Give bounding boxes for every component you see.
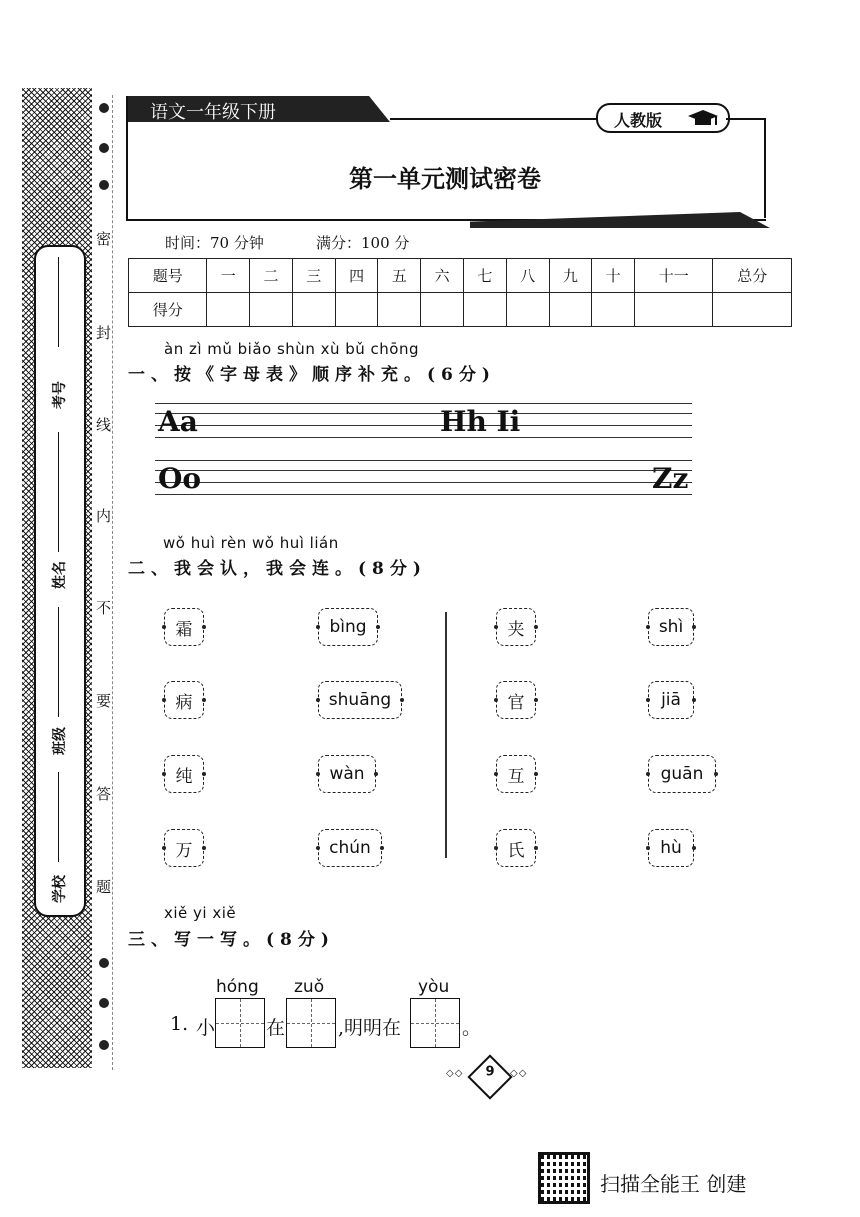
table-cell: 题号 — [129, 259, 207, 293]
table-cell: 三 — [292, 259, 335, 293]
seal-char: 线 — [96, 416, 112, 434]
table-cell: 总分 — [713, 259, 792, 293]
writing-line — [155, 460, 692, 461]
binding-hole — [99, 143, 109, 153]
score-cell[interactable] — [292, 293, 335, 327]
char-card[interactable]: 互 — [496, 755, 536, 793]
answer-pinyin: yòu — [418, 977, 450, 997]
table-cell: 得分 — [129, 293, 207, 327]
table-row — [129, 259, 792, 293]
sentence-text: 在 — [266, 1017, 286, 1039]
edition-label: 人教版 — [614, 111, 663, 130]
score-cell[interactable] — [713, 293, 792, 327]
school-label: 学校 — [52, 875, 68, 903]
binding-hole — [99, 998, 109, 1008]
table-cell: 四 — [335, 259, 378, 293]
table-cell: 五 — [378, 259, 421, 293]
section2-title: 二、我会认，我会连。(8分) — [128, 559, 427, 579]
char-card[interactable]: 纯 — [164, 755, 204, 793]
seal-char: 密 — [96, 230, 112, 248]
writing-line — [155, 494, 692, 495]
sentence-text: 小 — [196, 1017, 216, 1039]
seal-char: 题 — [96, 878, 112, 896]
score-cell[interactable] — [463, 293, 506, 327]
page-ornament: ◇◇ — [510, 1068, 528, 1079]
score-cell[interactable] — [421, 293, 464, 327]
page-number: 9 — [485, 1064, 495, 1080]
question-number: 1. — [170, 1013, 189, 1035]
char-card[interactable]: 万 — [164, 829, 204, 867]
pinyin-card[interactable]: shì — [648, 608, 694, 646]
writing-grid-box[interactable] — [286, 998, 336, 1048]
pinyin-card[interactable]: shuāng — [318, 681, 402, 719]
time-limit: 时间：70 分钟 — [165, 234, 264, 252]
table-cell: 九 — [549, 259, 592, 293]
pinyin-card[interactable]: jiā — [648, 681, 694, 719]
pinyin-card[interactable]: guān — [648, 755, 716, 793]
score-cell[interactable] — [378, 293, 421, 327]
divider — [58, 607, 59, 717]
graduation-cap-icon — [686, 108, 720, 128]
seal-char: 答 — [96, 785, 112, 803]
writing-line — [155, 425, 692, 426]
divider — [58, 257, 59, 347]
section1-title: 一、按《字母表》顺序补充。(6分) — [128, 365, 496, 385]
score-table — [128, 258, 792, 327]
answer-pinyin: hóng — [216, 977, 259, 997]
divider — [58, 432, 59, 552]
section3-pinyin: xiě yi xiě — [164, 904, 237, 922]
score-cell[interactable] — [207, 293, 250, 327]
section2-pinyin: wǒ huì rèn wǒ huì lián — [163, 534, 339, 552]
seal-char: 封 — [96, 324, 112, 342]
table-cell: 一 — [207, 259, 250, 293]
seal-char: 不 — [96, 599, 112, 617]
score-cell[interactable] — [506, 293, 549, 327]
writing-line — [155, 413, 692, 414]
column-divider — [445, 612, 447, 858]
section1-pinyin: àn zì mǔ biǎo shùn xù bǔ chōng — [164, 340, 419, 358]
page-ornament: ◇◇ — [446, 1068, 464, 1079]
exam-number-label: 考号 — [52, 381, 68, 409]
page-title: 第一单元测试密卷 — [349, 164, 541, 193]
header-frame — [390, 118, 598, 120]
char-card[interactable]: 氏 — [496, 829, 536, 867]
header-frame — [726, 118, 766, 120]
letter-aa: Aa — [158, 405, 198, 438]
seal-char: 内 — [96, 507, 112, 525]
table-row — [129, 293, 792, 327]
binding-hole — [99, 958, 109, 968]
name-label: 姓名 — [52, 561, 68, 589]
writing-grid-box[interactable] — [215, 998, 265, 1048]
letter-oo: Oo — [158, 462, 202, 495]
seal-char: 要 — [96, 692, 112, 710]
qr-code-icon — [538, 1152, 590, 1204]
char-card[interactable]: 病 — [164, 681, 204, 719]
sentence-text: 。 — [462, 1017, 482, 1039]
header-frame — [126, 96, 128, 220]
writing-line — [155, 437, 692, 438]
binding-hole — [99, 1040, 109, 1050]
pinyin-card[interactable]: wàn — [318, 755, 376, 793]
binding-hole — [99, 103, 109, 113]
page-number-badge — [467, 1054, 512, 1099]
score-cell[interactable] — [549, 293, 592, 327]
class-label: 班级 — [52, 727, 68, 755]
pinyin-card[interactable]: bìng — [318, 608, 378, 646]
scanner-watermark: 扫描全能王 创建 — [600, 1172, 747, 1196]
table-cell: 十一 — [635, 259, 713, 293]
char-card[interactable]: 官 — [496, 681, 536, 719]
answer-pinyin: zuǒ — [294, 977, 325, 997]
divider — [58, 772, 59, 862]
score-cell[interactable] — [335, 293, 378, 327]
score-cell[interactable] — [592, 293, 635, 327]
section3-title: 三、写一写。(8分) — [128, 930, 335, 950]
full-score: 满分：100 分 — [316, 234, 410, 252]
sentence-text: ,明明在 — [338, 1017, 402, 1039]
score-cell[interactable] — [250, 293, 293, 327]
table-cell: 八 — [506, 259, 549, 293]
char-card[interactable]: 霜 — [164, 608, 204, 646]
pinyin-card[interactable]: hù — [648, 829, 694, 867]
table-cell: 十 — [592, 259, 635, 293]
writing-grid-box[interactable] — [410, 998, 460, 1048]
student-info-box — [34, 245, 86, 917]
grade-banner-text: 语文一年级下册 — [150, 102, 276, 123]
pinyin-card[interactable]: chún — [318, 829, 382, 867]
score-cell[interactable] — [635, 293, 713, 327]
table-cell: 六 — [421, 259, 464, 293]
letter-zz: Zz — [652, 462, 689, 495]
seal-line — [112, 95, 113, 1070]
table-cell: 二 — [250, 259, 293, 293]
writing-line — [155, 403, 692, 404]
char-card[interactable]: 夹 — [496, 608, 536, 646]
table-cell: 七 — [463, 259, 506, 293]
letter-hh-ii: Hh Ii — [440, 405, 521, 438]
writing-line — [155, 470, 692, 471]
writing-line — [155, 482, 692, 483]
edition-badge — [596, 103, 730, 133]
